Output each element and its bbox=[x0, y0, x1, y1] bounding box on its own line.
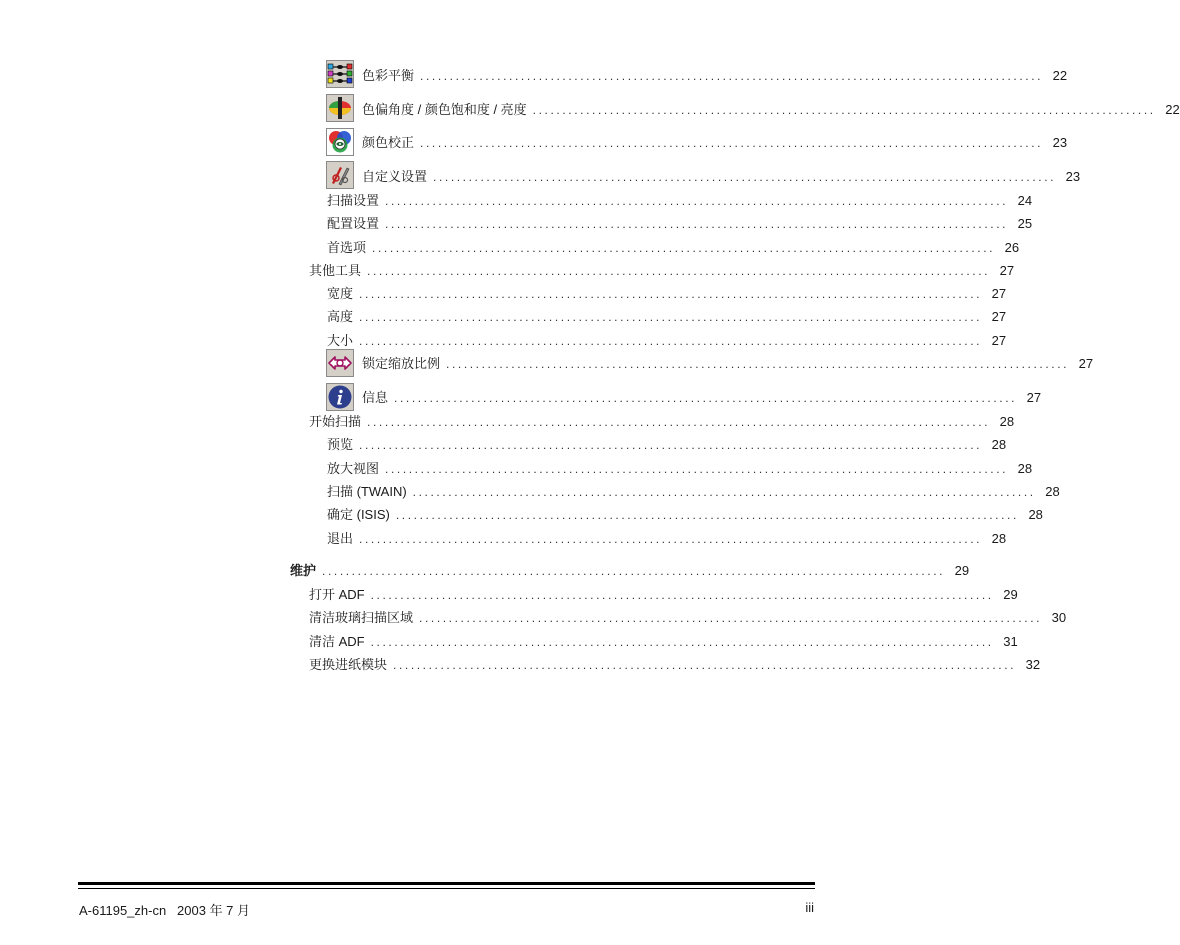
dot-leader: ......................................................................................................... bbox=[372, 241, 996, 255]
toc-entry-scan-twain[interactable] bbox=[327, 480, 1060, 500]
toc-entry-page: 26 bbox=[1004, 240, 1020, 255]
toc-entry-color-balance[interactable] bbox=[362, 64, 1068, 84]
toc-entry-label: 更换进纸模块 bbox=[309, 657, 388, 672]
toc-entry-height[interactable] bbox=[327, 305, 1007, 325]
dot-leader: ......................................................................................................... bbox=[370, 588, 994, 602]
dot-leader: ......................................................................................................... bbox=[359, 334, 983, 348]
dot-leader: ......................................................................................................... bbox=[446, 357, 1070, 371]
footer-rule-thick bbox=[78, 882, 815, 885]
toc-entry-page: 28 bbox=[991, 531, 1007, 546]
toc-entry-page: 29 bbox=[1003, 587, 1018, 602]
dot-leader: ......................................................................................................... bbox=[367, 415, 991, 429]
toc-entry-start-scan[interactable] bbox=[309, 410, 1015, 430]
toc-entry-other-tools[interactable] bbox=[309, 259, 1015, 279]
toc-entry-page: 24 bbox=[1017, 193, 1033, 208]
toc-entry-custom-settings[interactable] bbox=[362, 165, 1081, 185]
toc-entry-label: 锁定缩放比例 bbox=[362, 356, 441, 371]
toc-entry-page: 31 bbox=[1003, 634, 1018, 649]
toc-entry-replace-feed-module[interactable] bbox=[309, 653, 1041, 673]
toc-entry-label: 其他工具 bbox=[309, 263, 362, 278]
toc-entry-page: 30 bbox=[1051, 610, 1067, 625]
toc-entry-page: 27 bbox=[1026, 390, 1042, 405]
footer-page-number: iii bbox=[805, 900, 814, 915]
toc-entry-info[interactable] bbox=[362, 386, 1042, 406]
toc-entry-label: 退出 bbox=[327, 531, 354, 546]
toc-entry-label: 大小 bbox=[327, 333, 354, 348]
dot-leader: ......................................................................................................... bbox=[419, 611, 1043, 625]
toc-entry-page: 28 bbox=[991, 437, 1007, 452]
dot-leader: ......................................................................................................... bbox=[322, 564, 946, 578]
toc-entry-page: 22 bbox=[1052, 68, 1068, 83]
toc-entry-label: 高度 bbox=[327, 309, 354, 324]
toc-entry-clean-adf[interactable] bbox=[309, 630, 1018, 650]
dot-leader: ......................................................................................................... bbox=[420, 136, 1044, 150]
toc-entry-color-correction[interactable] bbox=[362, 131, 1068, 151]
toc-entry-label: 打开 ADF bbox=[309, 587, 365, 602]
toc-entry-exit[interactable] bbox=[327, 527, 1007, 547]
toc-entry-label: 信息 bbox=[362, 390, 389, 405]
dot-leader: ......................................................................................................... bbox=[433, 170, 1057, 184]
footer-rule-thin bbox=[78, 888, 815, 889]
toc-entry-label: 开始扫描 bbox=[309, 414, 362, 429]
toc-entry-label: 维护 bbox=[290, 563, 317, 578]
toc-entry-open-adf[interactable] bbox=[309, 583, 1018, 603]
dot-leader: ......................................................................................................... bbox=[394, 391, 1018, 405]
dot-leader: ......................................................................................................... bbox=[395, 508, 1019, 522]
toc-entry-label: 自定义设置 bbox=[362, 169, 428, 184]
toc-entry-label: 扫描设置 bbox=[327, 193, 380, 208]
toc-entry-lock-aspect-ratio[interactable] bbox=[362, 352, 1094, 372]
toc-entry-page: 32 bbox=[1025, 657, 1041, 672]
dot-leader: ......................................................................................................... bbox=[367, 264, 991, 278]
toc-entry-label: 色彩平衡 bbox=[362, 68, 415, 83]
toc-entry-label: 清洁玻璃扫描区域 bbox=[309, 610, 414, 625]
toc-entry-page: 28 bbox=[999, 414, 1015, 429]
toc-entry-preview[interactable] bbox=[327, 433, 1007, 453]
toc-entry-label: 清洁 ADF bbox=[309, 634, 365, 649]
toc-entry-label: 色偏角度 / 颜色饱和度 / 亮度 bbox=[362, 102, 527, 117]
dot-leader: ......................................................................................................... bbox=[370, 635, 994, 649]
toc-entry-scan-settings[interactable] bbox=[327, 189, 1033, 209]
toc-entry-label: 颜色校正 bbox=[362, 135, 415, 150]
hue-saturation-icon bbox=[326, 94, 354, 122]
lock-aspect-ratio-icon bbox=[326, 349, 354, 377]
footer-doc-id: A-61195_zh-cn 2003 年 7 月 bbox=[79, 903, 251, 918]
toc-entry-page: 27 bbox=[991, 333, 1007, 348]
info-icon bbox=[326, 383, 354, 411]
toc-entry-label: 放大视图 bbox=[327, 461, 380, 476]
dot-leader: ......................................................................................................... bbox=[385, 217, 1009, 231]
dot-leader: ......................................................................................................... bbox=[420, 69, 1044, 83]
toc-entry-hue-saturation[interactable] bbox=[362, 98, 1180, 118]
toc-entry-page: 27 bbox=[991, 286, 1007, 301]
toc-entry-label: 确定 (ISIS) bbox=[327, 507, 390, 522]
toc-entry-page: 27 bbox=[999, 263, 1015, 278]
dot-leader: ......................................................................................................... bbox=[359, 532, 983, 546]
toc-entry-label: 宽度 bbox=[327, 286, 354, 301]
dot-leader: ......................................................................................................... bbox=[385, 462, 1009, 476]
toc-entry-size[interactable] bbox=[327, 329, 1007, 349]
dot-leader: ......................................................................................................... bbox=[385, 194, 1009, 208]
toc-entry-page: 29 bbox=[954, 563, 970, 578]
toc-entry-page: 25 bbox=[1017, 216, 1033, 231]
custom-settings-icon bbox=[326, 161, 354, 189]
toc-entry-page: 27 bbox=[991, 309, 1007, 324]
dot-leader: ......................................................................................................... bbox=[393, 658, 1017, 672]
dot-leader: ......................................................................................................... bbox=[412, 485, 1036, 499]
toc-entry-page: 28 bbox=[1045, 484, 1060, 499]
color-balance-icon bbox=[326, 60, 354, 88]
toc-entry-label: 扫描 (TWAIN) bbox=[327, 484, 407, 499]
toc-entry-width[interactable] bbox=[327, 282, 1007, 302]
toc-entry-page: 23 bbox=[1065, 169, 1081, 184]
toc-entry-label: 预览 bbox=[327, 437, 354, 452]
toc-entry-ok-isis[interactable] bbox=[327, 503, 1043, 523]
toc-entry-page: 22 bbox=[1165, 102, 1180, 117]
dot-leader: ......................................................................................................... bbox=[532, 103, 1156, 117]
toc-entry-label: 配置设置 bbox=[327, 216, 380, 231]
toc-entry-page: 27 bbox=[1078, 356, 1094, 371]
dot-leader: ......................................................................................................... bbox=[359, 438, 983, 452]
dot-leader: ......................................................................................................... bbox=[359, 310, 983, 324]
toc-entry-page: 23 bbox=[1052, 135, 1068, 150]
toc-entry-preferences[interactable] bbox=[327, 236, 1020, 256]
toc-entry-label: 首选项 bbox=[327, 240, 367, 255]
toc-entry-clean-glass[interactable] bbox=[309, 606, 1067, 626]
toc-entry-page: 28 bbox=[1028, 507, 1043, 522]
color-correction-icon bbox=[326, 128, 354, 156]
toc-entry-zoom-view[interactable] bbox=[327, 457, 1033, 477]
toc-entry-maintenance[interactable] bbox=[290, 559, 970, 579]
toc-entry-page: 28 bbox=[1017, 461, 1033, 476]
dot-leader: ......................................................................................................... bbox=[359, 287, 983, 301]
toc-entry-config-settings[interactable] bbox=[327, 212, 1033, 232]
